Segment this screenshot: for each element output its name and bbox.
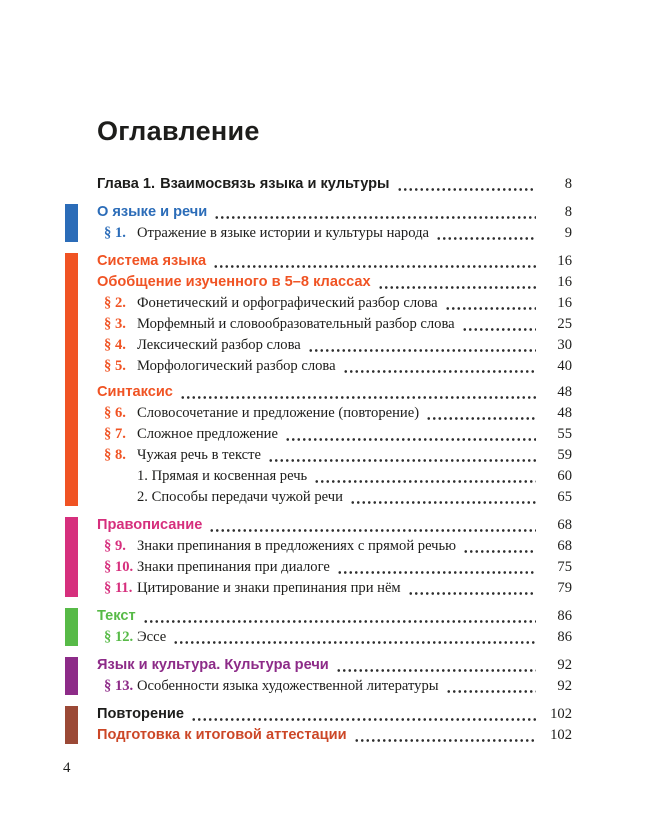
entry-page-number: 30 [557,337,572,353]
toc-group [65,606,572,648]
entry-page-number: 25 [557,316,572,332]
toc-row [97,655,572,676]
entry-prefix: § 4. [104,337,126,353]
purple-section-bar [65,657,78,695]
entry-page-number: 60 [557,468,572,484]
entry-prefix: § 9. [104,538,126,554]
entry-prefix: § 10. [104,559,134,575]
entry-label: Знаки препинания в предложениях с прямой речью [137,538,457,554]
entry-text [97,403,419,424]
toc-row [97,487,572,508]
dot-leader [285,438,536,441]
entry-text [97,202,207,223]
entry-page-number: 75 [557,559,572,575]
entry-page-number: 16 [557,295,572,311]
entry-label: О языке и речи [97,204,208,220]
toc-row [97,382,572,403]
entry-label: Повторение [97,706,184,722]
entry-page-number: 48 [557,384,572,400]
entry-text [97,606,136,627]
entry-page-number: 16 [557,274,572,290]
dot-leader [445,307,536,310]
entry-prefix: § 11. [104,580,133,596]
page-title: Оглавление [97,116,260,146]
toc-row [97,424,572,445]
toc-row [97,515,572,536]
entry-label: Морфемный и словообразовательный разбор слова [137,316,455,332]
entry-text [97,223,429,244]
dot-leader [343,370,536,373]
entry-prefix: Глава 1. [97,176,156,192]
table-of-contents [65,174,572,746]
dot-leader [143,620,536,623]
dot-leader [436,237,536,240]
entry-label: Словосочетание и предложение (повторение) [137,405,420,421]
toc-row [97,251,572,272]
entry-page-number: 9 [564,225,572,241]
entry-label: Морфологический разбор слова [137,358,336,374]
entry-label: Знаки препинания при диалоге [137,559,330,575]
entry-prefix: § 13. [104,678,134,694]
dot-leader [214,216,536,219]
entry-prefix: § 3. [104,316,126,332]
toc-row [97,704,572,725]
entry-label: Особенности языка художественной литературы [137,678,439,694]
dot-leader [173,641,536,644]
pink-section-bar [65,517,78,597]
toc-row [97,557,572,578]
entry-text [97,487,343,508]
entry-label: Отражение в языке истории и культуры народа [137,225,429,241]
entry-text [97,424,278,445]
toc-row [97,536,572,557]
toc-row [97,725,572,746]
blue-section-bar [65,204,78,242]
entry-text [97,627,166,648]
dot-leader [314,480,536,483]
footer-page-number: 4 [63,760,71,776]
dot-leader [446,690,536,693]
dot-leader [337,571,536,574]
brown-section-bar [65,706,78,744]
dot-leader [268,459,536,462]
entry-text [97,704,184,725]
entry-text [97,466,307,487]
entry-page-number: 68 [557,538,572,554]
entry-label: Синтаксис [97,384,173,400]
entry-page-number: 79 [557,580,572,596]
entry-text [97,382,173,403]
dot-leader [408,592,536,595]
entry-page-number: 102 [550,727,572,743]
entry-text [97,251,206,272]
entry-label: Цитирование и знаки препинания при нём [137,580,401,596]
entry-text [97,557,330,578]
entry-text [97,655,329,676]
dot-leader [308,349,536,352]
toc-group [65,704,572,746]
toc-group [65,251,572,508]
toc-row [97,314,572,335]
entry-page-number: 102 [550,706,572,722]
entry-prefix: § 6. [104,405,126,421]
entry-label: 1. Прямая и косвенная речь [137,468,308,484]
dot-leader [191,718,536,721]
entry-text [97,272,371,293]
orange-section-bar [65,253,78,506]
entry-page-number: 55 [557,426,572,442]
entry-label: 2. Способы передачи чужой речи [137,489,343,505]
dot-leader [397,188,537,191]
entry-label: Обобщение изученного в 5–8 классах [97,274,371,290]
entry-text [97,293,438,314]
entry-prefix: § 12. [104,629,134,645]
entry-label: Система языка [97,253,207,269]
toc-row [97,272,572,293]
toc-row [97,466,572,487]
entry-page-number: 68 [557,517,572,533]
toc-row [97,335,572,356]
entry-text [97,515,202,536]
entry-page-number: 86 [557,629,572,645]
entry-page-number: 86 [557,608,572,624]
toc-row [97,223,572,244]
toc-row [97,202,572,223]
entry-page-number: 92 [557,657,572,673]
entry-page-number: 8 [564,204,572,220]
toc-row [97,627,572,648]
dot-leader [462,328,536,331]
entry-text [97,335,301,356]
entry-text [97,536,456,557]
dot-leader [463,550,536,553]
toc-row [97,403,572,424]
entry-label: Сложное предложение [137,426,278,442]
entry-page-number: 8 [564,176,572,192]
entry-page-number: 48 [557,405,572,421]
entry-page-number: 92 [557,678,572,694]
entry-prefix: § 1. [104,225,126,241]
entry-text [97,725,347,746]
dot-leader [180,396,536,399]
toc-row [97,445,572,466]
dot-leader [350,501,536,504]
entry-prefix: § 2. [104,295,126,311]
entry-text [97,676,439,697]
dot-leader [209,529,536,532]
entry-text [97,578,401,599]
toc-row [97,578,572,599]
dot-leader [354,739,536,742]
dot-leader [426,417,536,420]
entry-prefix: § 8. [104,447,126,463]
entry-text [97,174,390,195]
entry-label: Лексический разбор слова [137,337,301,353]
entry-page-number: 59 [557,447,572,463]
entry-label: Язык и культура. Культура речи [97,657,329,673]
entry-text [97,356,336,377]
entry-prefix: § 5. [104,358,126,374]
toc-row [97,293,572,314]
entry-text [97,314,455,335]
entry-page-number: 16 [557,253,572,269]
dot-leader [336,669,536,672]
entry-label: Взаимосвязь языка и культуры [160,176,390,192]
toc-group [65,174,572,195]
toc-group [65,202,572,244]
entry-label: Фонетический и орфографический разбор слова [137,295,438,311]
dot-leader [213,265,536,268]
toc-group [65,515,572,599]
entry-text [97,445,261,466]
green-section-bar [65,608,78,646]
toc-row [97,676,572,697]
entry-prefix: § 7. [104,426,126,442]
toc-row [97,174,572,195]
dot-leader [378,286,536,289]
entry-label: Текст [97,608,136,624]
entry-label: Подготовка к итоговой аттестации [97,727,347,743]
toc-group [65,655,572,697]
entry-label: Чужая речь в тексте [137,447,262,463]
toc-row [97,356,572,377]
entry-label: Эссе [137,629,167,645]
entry-label: Правописание [97,517,203,533]
entry-page-number: 65 [557,489,572,505]
toc-row [97,606,572,627]
entry-page-number: 40 [557,358,572,374]
